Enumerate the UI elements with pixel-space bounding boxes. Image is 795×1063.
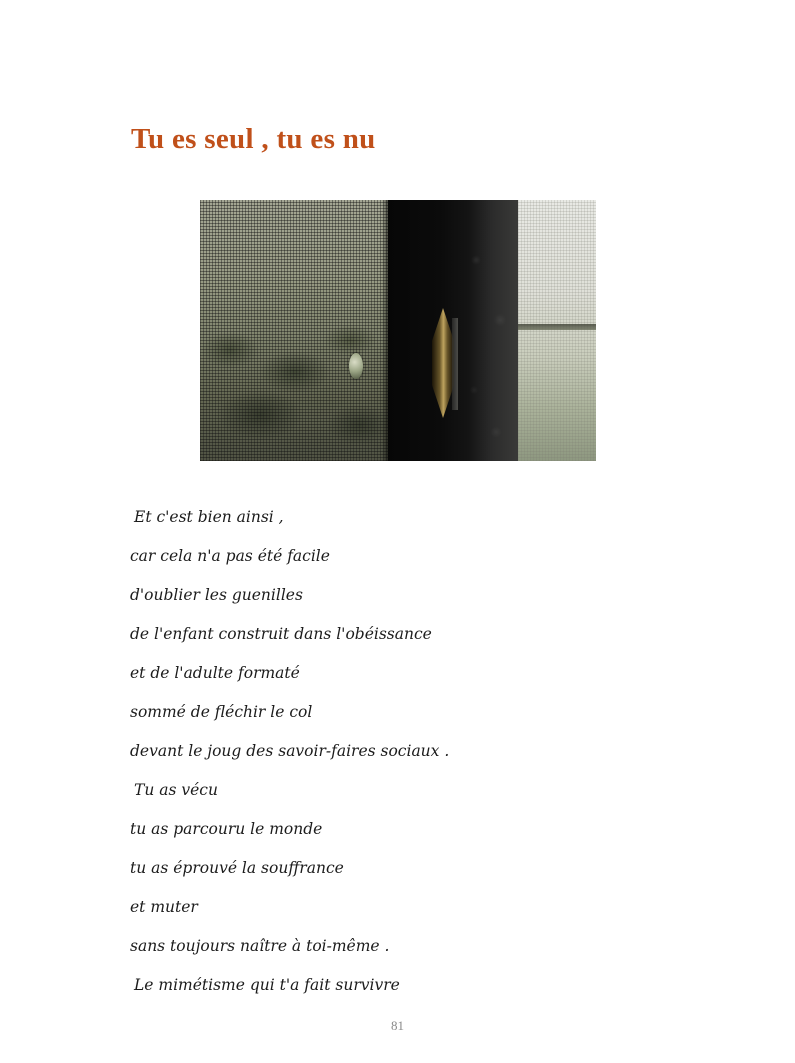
page-number: 81 [391, 1018, 404, 1033]
page-title: Tu es seul , tu es nu [131, 123, 376, 156]
sheer-curtain-region [518, 200, 596, 461]
poem-line: de l'enfant construit dans l'obéissance [130, 625, 432, 643]
window-screen-curtain-photo [200, 200, 596, 461]
poem-line: d'oublier les guenilles [130, 586, 303, 604]
poem-body [130, 498, 690, 1005]
poem-line: tu as parcouru le monde [130, 820, 323, 838]
poem-line: et muter [130, 898, 198, 916]
poem-line: car cela n'a pas été facile [130, 547, 330, 565]
poem-line: Tu as vécu [134, 781, 218, 799]
mesh-screen-region [200, 200, 388, 461]
window-latch-icon [349, 353, 363, 379]
poem-line: sommé de fléchir le col [130, 703, 313, 721]
poem-line: sans toujours naître à toi-même . [130, 937, 390, 955]
poem-line: tu as éprouvé la souffrance [130, 859, 344, 877]
curtain-rod-shape [452, 318, 458, 410]
poem-line: Et c'est bien ainsi , [134, 508, 284, 526]
poem-line: et de l'adulte formaté [130, 664, 300, 682]
horizontal-bar-shape [518, 324, 596, 330]
poem-line: Le mimétisme qui t'a fait survivre [134, 976, 400, 994]
poem-line: devant le joug des savoir-faires sociaux . [130, 742, 450, 760]
